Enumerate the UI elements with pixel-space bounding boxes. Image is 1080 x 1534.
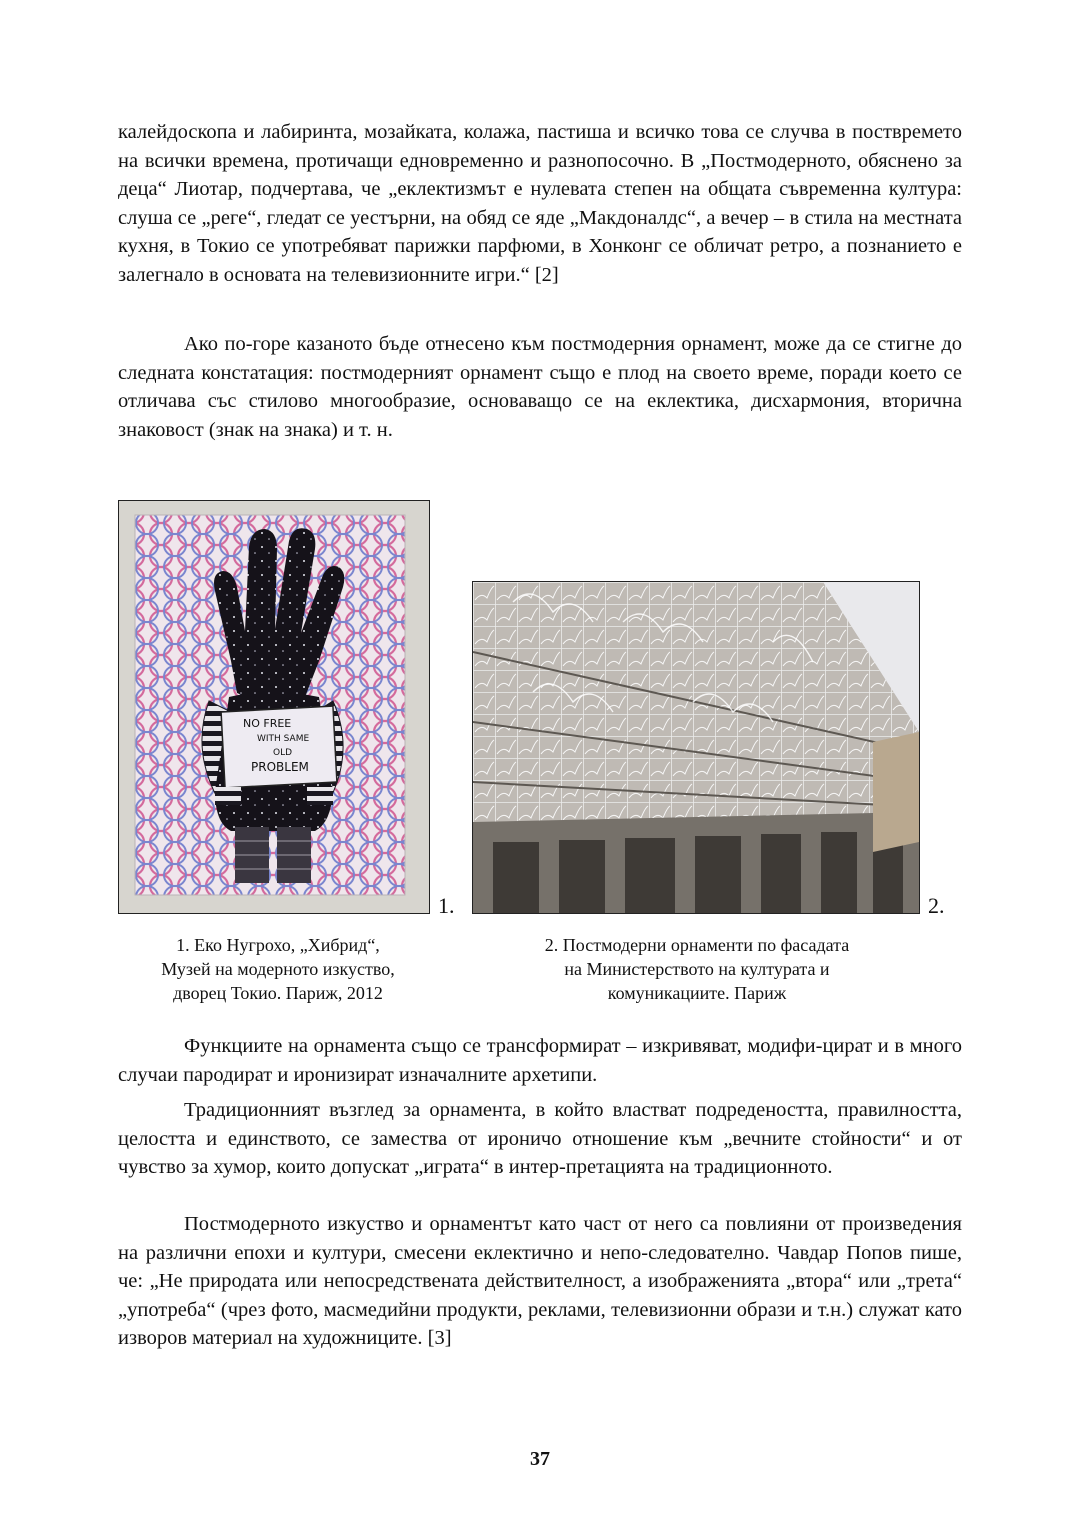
caption-1-line-1: 1. Еко Нугрохо, „Хибрид“, — [176, 935, 380, 955]
figure-1-painting — [118, 500, 430, 914]
painting-image — [119, 501, 429, 913]
caption-1-line-2: Музей на модерното изкуство, — [161, 959, 395, 979]
sign-line-3: OLD — [273, 748, 293, 758]
paragraph-5: Постмодерното изкуство и орнаментът като част от него са повлияни от произведения на различни епохи и култури, смесени еклектично и непо-следователно. Чавдар Попов пише, че: „Не природата или непосредствената действителност, а изображенията „втора“ или „трета“ „употреба“ (чрез фото, масмедийни продукти, реклами, телевизионни образи и т.н.) служат като изворов материал на художниците. [3] — [118, 1213, 962, 1350]
figure-2-number: 2. — [928, 893, 945, 918]
figure-1-caption — [110, 933, 446, 1005]
caption-2-line-3: комуникациите. Париж — [607, 983, 787, 1003]
paragraph-1: калейдоскопа и лабиринта, мозайката, колажа, пастиша и всичко това се случва в поствремето на всички времена, протичащи едновременно и разнопосочно. В „Постмодерното, обяснено за деца“ Лиотар, подчертава, че „еклектизмът е нулевата степен на общата съвременна култура: слуша се „реге“, гледат се уестърни, на обяд се яде „Макдоналдс“, а вечер – в стила на местната кухня, в Токио се употребяват парижки парфюми, в Хонконг се обличат ретро, а познанието е залегнало в основата на телевизионните игри.“ [2] — [118, 121, 962, 286]
figure-2-building-facade — [472, 581, 920, 914]
page-number: 37 — [530, 1448, 550, 1470]
sign-line-4: PROBLEM — [251, 760, 309, 774]
paragraph-3: Функциите на орнамента също се трансформират – изкривяват, модифи-цират и в много случаи пародират и иронизират изначалните архетипи. — [118, 1035, 962, 1086]
caption-1-line-3: дворец Токио. Париж, 2012 — [173, 983, 383, 1003]
caption-2-line-1: 2. Постмодерни орнаменти по фасадата — [544, 935, 850, 955]
sign-line-2: WITH SAME — [257, 734, 310, 744]
paragraph-4: Традиционният възглед за орнамента, в който властват подредеността, правилността, целостта и единството, се замества от ироничо отношение към „вечните стойности“ и от чувство за хумор, които допускат „играта“ в интер-претацията на традиционното. — [118, 1099, 962, 1179]
facade-photo — [473, 582, 919, 913]
figure-2-caption — [470, 933, 924, 1005]
caption-2-line-2: на Министерството на културата и — [564, 959, 830, 979]
figure-1-number: 1. — [438, 893, 455, 918]
sign-line-1: NO FREE — [243, 717, 292, 730]
paragraph-2: Ако по-горе казаното бъде отнесено към постмодерния орнамент, може да се стигне до следната констатация: постмодерният орнамент също е плод на своето време, поради което се отличава със стилово многообразие, основаващо се на еклектика, дисхармония, вторична знаковост (знак на знака) и т. н. — [118, 333, 962, 441]
